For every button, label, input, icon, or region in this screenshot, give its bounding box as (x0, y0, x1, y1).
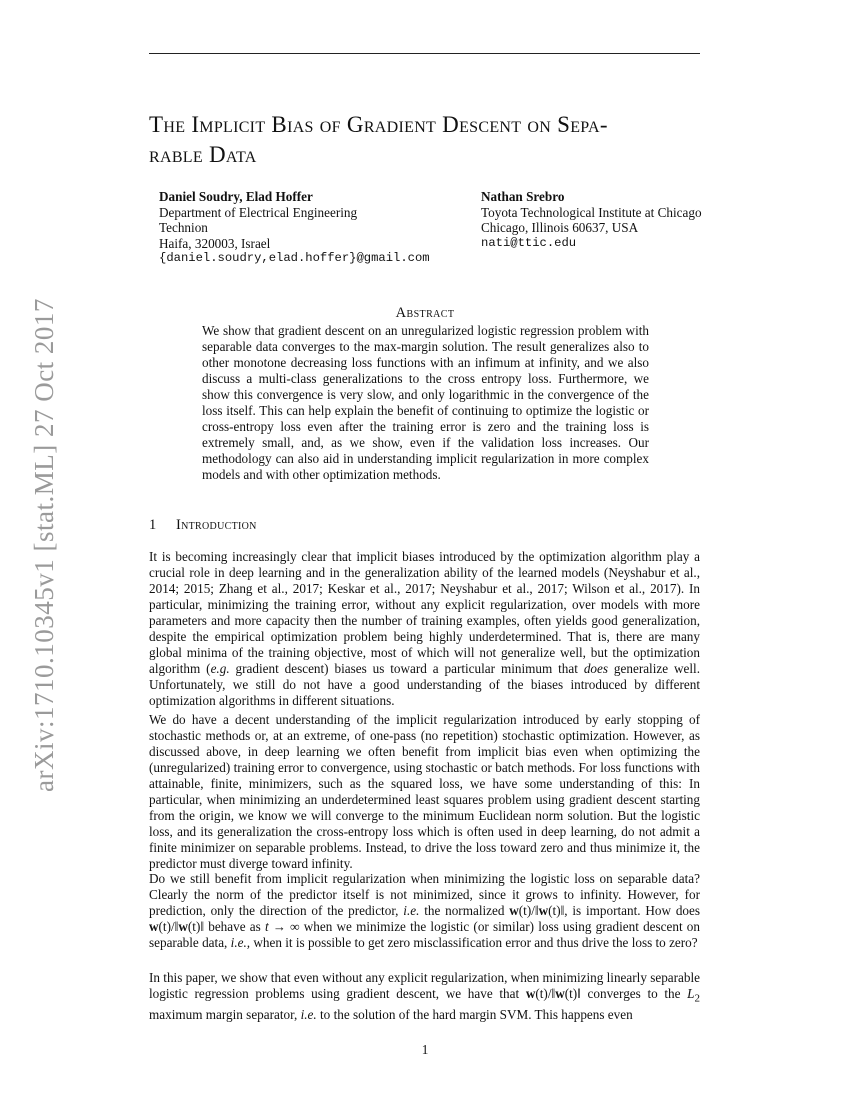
section-number: 1 (149, 517, 157, 533)
intro-paragraph-2: We do have a decent understanding of the implicit regularization introduced by early stopping of stochastic methods or, at an extreme, of one-pass (no repetition) stochastic optimization. However, as discussed above, in deep learning we often benefit from implicit bias even when optimizing the (unregularized) training error to convergence, using stochastic or batch methods. For loss functions with attainable, finite, minimizers, such as the squared loss, we have some understanding of this: In particular, when minimizing an underdetermined least squares problem using gradient descent starting from the origin, we know we will converge to the minimum Euclidean norm solution. But the logistic loss, and its generalization the cross-entropy loss which is often used in deep learning, do not admit a finite minimizer on separable problems. Instead, to drive the loss toward zero and thus minimize it, the predictor must diverge toward infinity. (149, 712, 700, 871)
arxiv-stamp-text: arXiv:1710.10345v1 [stat.ML] 27 Oct 2017 (29, 298, 59, 792)
author-names: Nathan Srebro (481, 189, 565, 204)
paper-title-line-2: rable Data (149, 142, 257, 167)
section-heading-introduction (149, 517, 257, 534)
intro-paragraph-4: In this paper, we show that even without any explicit regularization, when minimizing linearly separable logistic regression problems using gradient descent, we have that w(t)/‖w(t)‖ converges to the $L_2$ maximum margin separator, i.e. to the solution of the hard margin SVM. This happens even (149, 970, 700, 1022)
author-names: Daniel Soudry, Elad Hoffer (159, 189, 313, 204)
paper-title-line-1: The Implicit Bias of Gradient Descent on Sepa- (149, 112, 608, 137)
arxiv-stamp (26, 292, 62, 792)
intro-paragraph-1: It is becoming increasingly clear that implicit biases introduced by the optimization algorithm play a crucial role in deep learning and in the generalization ability of the learned models (Neyshabur et al., 2014; 2015; Zhang et al., 2017; Keskar et al., 2017; Neyshabur et al., 2017; Wilson et al., 2017). In particular, minimizing the training error, without any explicit regularization, over models with more parameters and more capacity then the number of training examples, often yields good generalization, despite the empirical optimization problem being highly underdetermined. That is, there are many global minima of the training objective, most of which will not generalize well, but the optimization algorithm (e.g. gradient descent) biases us toward a particular minimum that does generalize well. Unfortunately, we still do not have a good understanding of the biases introduced by different optimization algorithms in different situations. (149, 549, 700, 708)
author-department: Department of Electrical Engineering (159, 204, 358, 220)
author-institution: Toyota Technological Institute at Chicago (481, 204, 702, 220)
paper-title (149, 110, 709, 170)
top-rule (149, 53, 700, 54)
section-title: Introduction (176, 517, 257, 533)
intro-paragraph-3: Do we still benefit from implicit regularization when minimizing the logistic loss on separable data? Clearly the norm of the predictor itself is not minimized, since it grows to infinity. However, for prediction, only the direction of the predictor, i.e. the normalized w(t)/‖w(t)‖, is important. How does w(t)/‖w(t)‖ behave as t → ∞ when we minimize the logistic (or similar) loss using gradient descent on separable data, i.e., when it is possible to get zero misclassification error and thus drive the loss to zero? (149, 871, 700, 950)
abstract-heading: Abstract (395, 305, 455, 321)
author-location: Chicago, Illinois 60637, USA (481, 220, 639, 235)
author-block-left (159, 189, 430, 267)
author-email: nati@ttic.edu (481, 235, 577, 250)
author-email: {daniel.soudry,elad.hoffer}@gmail.com (159, 251, 430, 265)
author-block-right (481, 189, 702, 251)
author-location: Haifa, 320003, Israel (159, 235, 271, 251)
abstract-body: We show that gradient descent on an unregularized logistic regression problem with separable data converges to the max-margin solution. The result generalizes also to other monotone decreasing loss functions with an infimum at infinity, and we also discuss a multi-class generalizations to the cross entropy loss. Furthermore, we show this convergence is very slow, and only logarithmic in the convergence of the loss itself. This can help explain the benefit of continuing to optimize the logistic or cross-entropy loss even after the training error is zero and the training loss is extremely small, and, as we show, even if the validation loss increases. Our methodology can also aid in understanding implicit regularization in more complex models and with other optimization methods. (202, 323, 649, 482)
author-institution: Technion (159, 220, 208, 235)
page-number: 1 (421, 1042, 429, 1057)
